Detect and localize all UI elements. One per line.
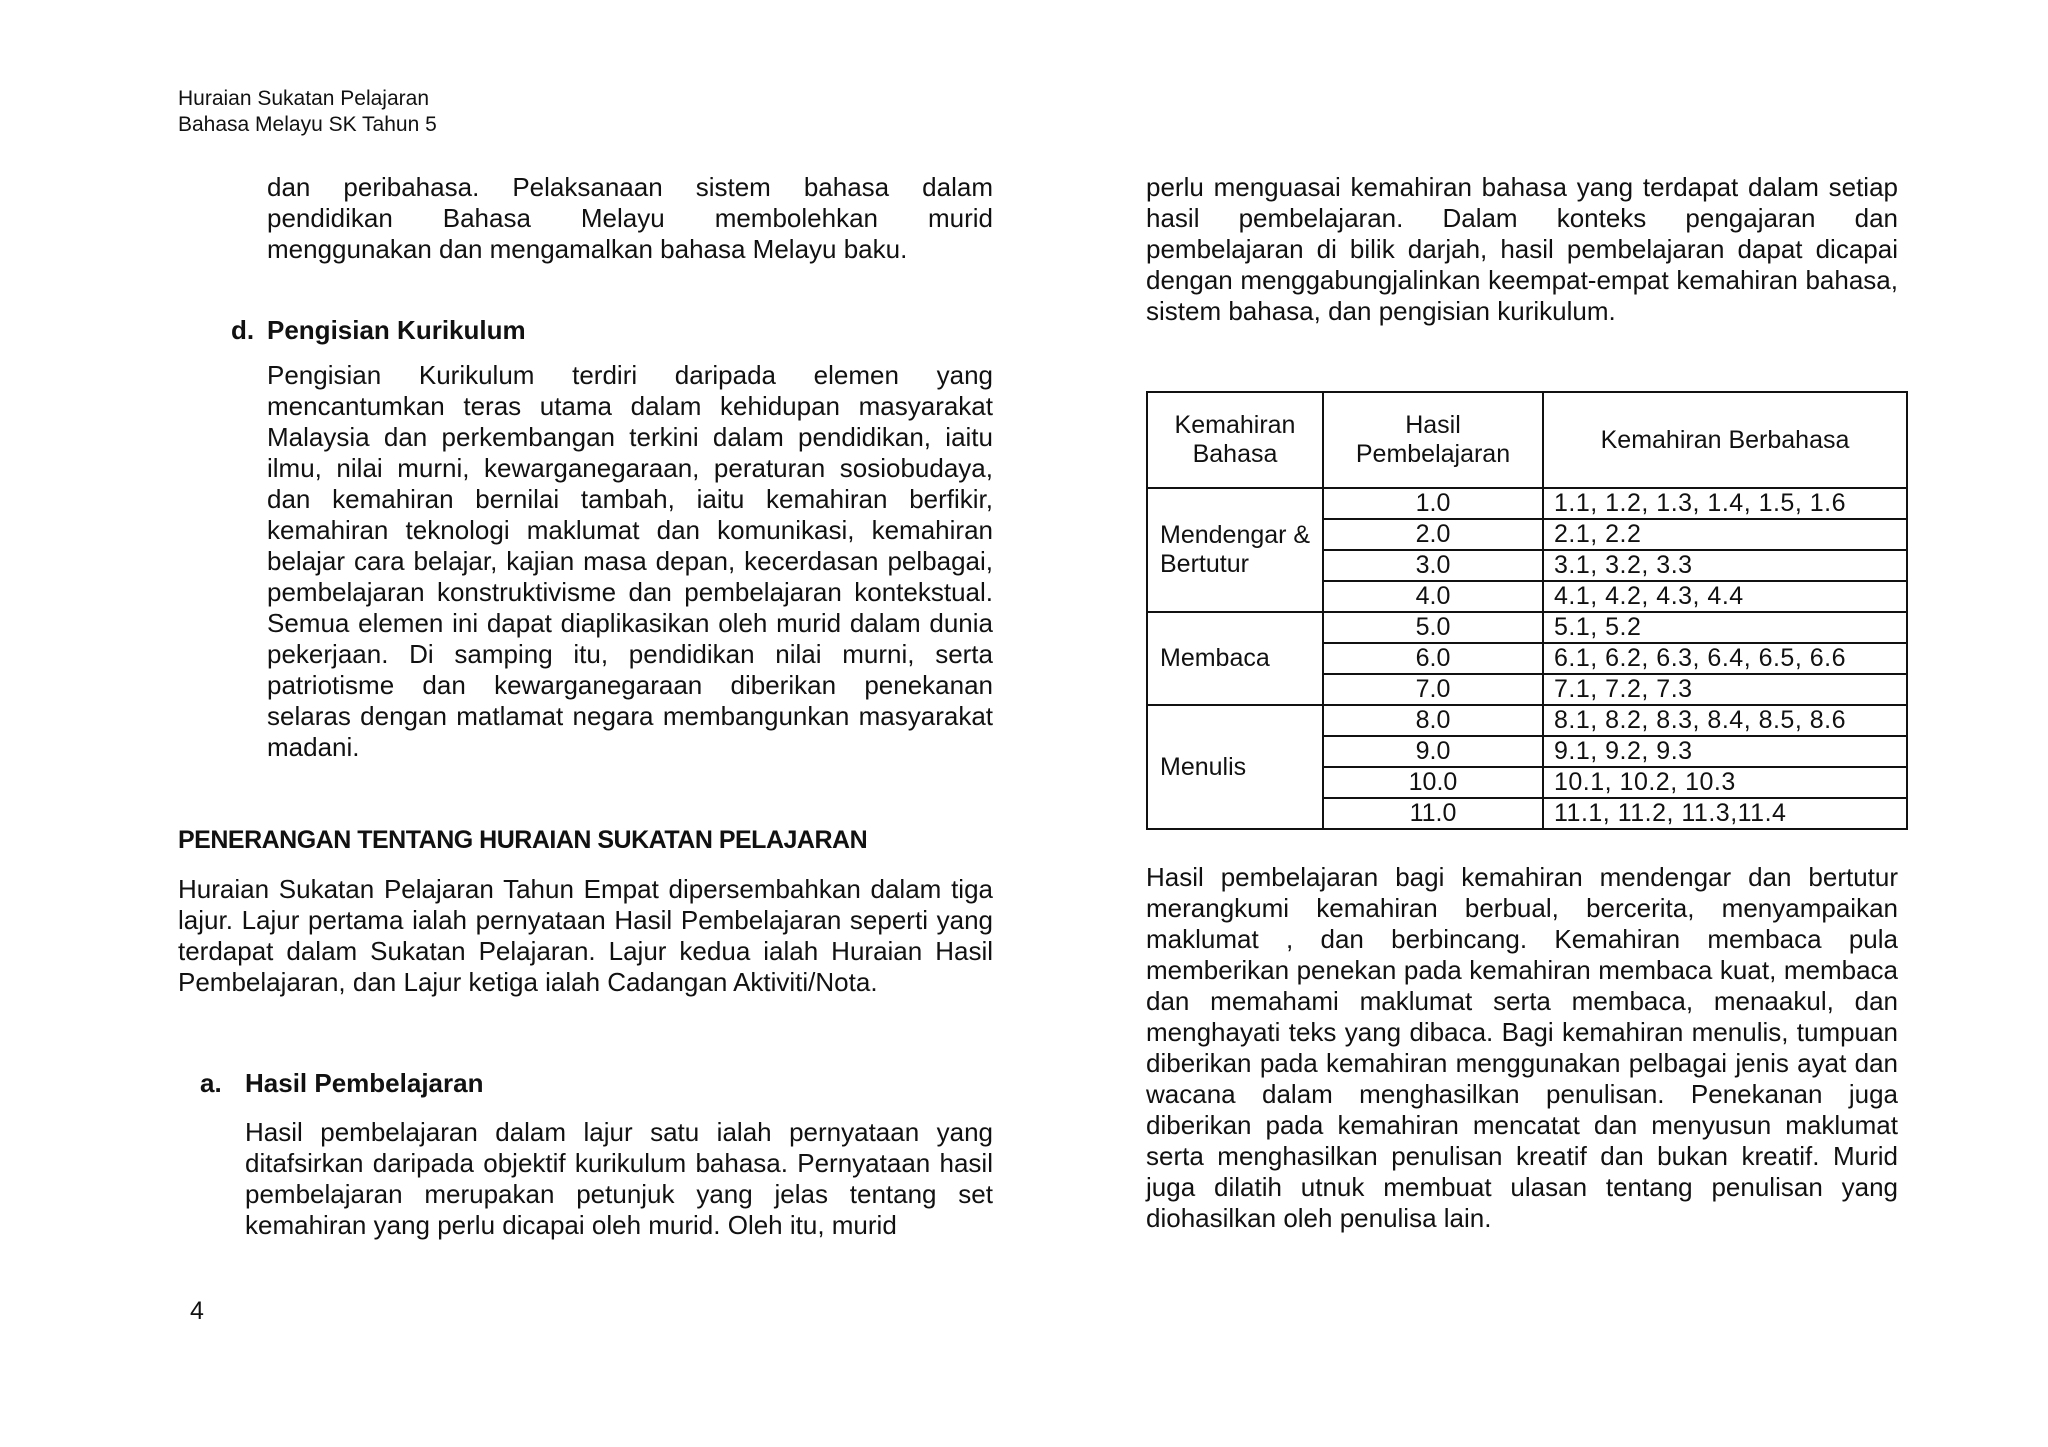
left-intro-paragraph: dan peribahasa. Pelaksanaan sistem bahasa dalam pendidikan Bahasa Melayu membolehkan murid menggunakan dan mengamalkan bahasa Melayu baku. [267, 172, 993, 264]
page-number: 4 [190, 1297, 204, 1325]
table-header-cell: Kemahiran Bahasa [1147, 392, 1323, 488]
section-heading: PENERANGAN TENTANG HURAIAN SUKATAN PELAJARAN [178, 826, 868, 854]
outcome-number-cell: 5.0 [1323, 612, 1543, 643]
subsection-title-d: Pengisian Kurikulum [267, 315, 526, 345]
right-intro-paragraph: perlu menguasai kemahiran bahasa yang terdapat dalam setiap hasil pembelajaran. Dalam konteks pengajaran dan pembelajaran di bilik darjah, hasil pembelajaran dapat dicapai dengan menggabungjalinkan keempat-empat kemahiran bahasa, sistem bahasa, dan pengisian kurikulum. [1146, 172, 1898, 326]
section-paragraph: Huraian Sukatan Pelajaran Tahun Empat dipersembahkan dalam tiga lajur. Lajur pertama ialah pernyataan Hasil Pembelajaran seperti yang terdapat dalam Sukatan Pelajaran. Lajur kedua ialah Huraian Hasil Pembelajaran, dan Lajur ketiga ialah Cadangan Aktiviti/Nota. [178, 874, 993, 997]
hasil-pembelajaran-paragraph: Hasil pembelajaran dalam lajur satu ialah pernyataan yang ditafsirkan daripada objektif kurikulum bahasa. Pernyataan hasil pembelajaran merupakan petunjuk yang jelas tentang set kemahiran yang perlu dicapai oleh murid. Oleh itu, murid [245, 1117, 993, 1240]
sub-skill-cell: 9.1, 9.2, 9.3 [1543, 736, 1907, 767]
outcome-number-cell: 4.0 [1323, 581, 1543, 612]
table-header-cell: Kemahiran Berbahasa [1543, 392, 1907, 488]
outcome-number-cell: 11.0 [1323, 798, 1543, 829]
header-subtitle: Bahasa Melayu SK Tahun 5 [178, 113, 437, 136]
skill-cell: Menulis [1147, 705, 1323, 829]
table-header-row [1147, 392, 1907, 488]
outcome-number-cell: 6.0 [1323, 643, 1543, 674]
outcome-number-cell: 10.0 [1323, 767, 1543, 798]
outcome-number-cell: 7.0 [1323, 674, 1543, 705]
left-column [178, 172, 993, 1241]
sub-skill-cell: 1.1, 1.2, 1.3, 1.4, 1.5, 1.6 [1543, 488, 1907, 519]
sub-skill-cell: 6.1, 6.2, 6.3, 6.4, 6.5, 6.6 [1543, 643, 1907, 674]
subsection-heading-a [200, 1068, 993, 1099]
outcome-number-cell: 1.0 [1323, 488, 1543, 519]
sub-skill-cell: 3.1, 3.2, 3.3 [1543, 550, 1907, 581]
outcome-number-cell: 3.0 [1323, 550, 1543, 581]
skills-table [1146, 391, 1908, 830]
outcome-number-cell: 9.0 [1323, 736, 1543, 767]
header-title: Huraian Sukatan Pelajaran [178, 87, 429, 110]
subsection-marker-a: a. [200, 1068, 222, 1098]
sub-skill-cell: 2.1, 2.2 [1543, 519, 1907, 550]
after-table-paragraph: Hasil pembelajaran bagi kemahiran mendengar dan bertutur merangkumi kemahiran berbual, bercerita, menyampaikan maklumat , dan berbincang. Kemahiran membaca pula memberikan penekan pada kemahiran membaca kuat, membaca dan memahami maklumat serta membaca, menaakul, dan menghayati teks yang dibaca. Bagi kemahiran menulis, tumpuan diberikan pada kemahiran menggunakan pelbagai jenis ayat dan wacana dalam menghasilkan penulisan. Penekanan juga diberikan pada kemahiran mencatat dan menyusun maklumat serta menghasilkan penulisan kreatif dan bukan kreatif. Murid juga dilatih utnuk membuat ulasan tentang penulisan yang diohasilkan oleh penulisa lain. [1146, 862, 1898, 1233]
outcome-number-cell: 2.0 [1323, 519, 1543, 550]
sub-skill-cell: 7.1, 7.2, 7.3 [1543, 674, 1907, 705]
subsection-heading-d [231, 315, 993, 346]
skill-cell: Membaca [1147, 612, 1323, 705]
sub-skill-cell: 5.1, 5.2 [1543, 612, 1907, 643]
pengisian-kurikulum-paragraph: Pengisian Kurikulum terdiri daripada elemen yang mencantumkan teras utama dalam kehidupan masyarakat Malaysia dan perkembangan terkini dalam pendidikan, iaitu ilmu, nilai murni, kewarganegaraan, peraturan sosiobudaya, dan kemahiran bernilai tambah, iaitu kemahiran berfikir, kemahiran teknologi maklumat dan komunikasi, kemahiran belajar cara belajar, kajian masa depan, kecerdasan pelbagai, pembelajaran konstruktivisme dan pembelajaran kontekstual. Semua elemen ini dapat diaplikasikan oleh murid dalam dunia pekerjaan. Di samping itu, pendidikan nilai murni, serta patriotisme dan kewarganegaraan diberikan penekanan selaras dengan matlamat negara membangunkan masyarakat madani. [267, 360, 993, 762]
table-row [1147, 488, 1907, 519]
table-row [1147, 705, 1907, 736]
sub-skill-cell: 10.1, 10.2, 10.3 [1543, 767, 1907, 798]
sub-skill-cell: 11.1, 11.2, 11.3,11.4 [1543, 798, 1907, 829]
right-column [1146, 172, 1898, 1234]
skill-cell: Mendengar & Bertutur [1147, 488, 1323, 612]
table-header-cell: Hasil Pembelajaran [1323, 392, 1543, 488]
table-row [1147, 612, 1907, 643]
subsection-marker-d: d. [231, 315, 255, 345]
sub-skill-cell: 4.1, 4.2, 4.3, 4.4 [1543, 581, 1907, 612]
running-header [178, 86, 437, 138]
outcome-number-cell: 8.0 [1323, 705, 1543, 736]
subsection-title-a: Hasil Pembelajaran [245, 1068, 484, 1098]
sub-skill-cell: 8.1, 8.2, 8.3, 8.4, 8.5, 8.6 [1543, 705, 1907, 736]
